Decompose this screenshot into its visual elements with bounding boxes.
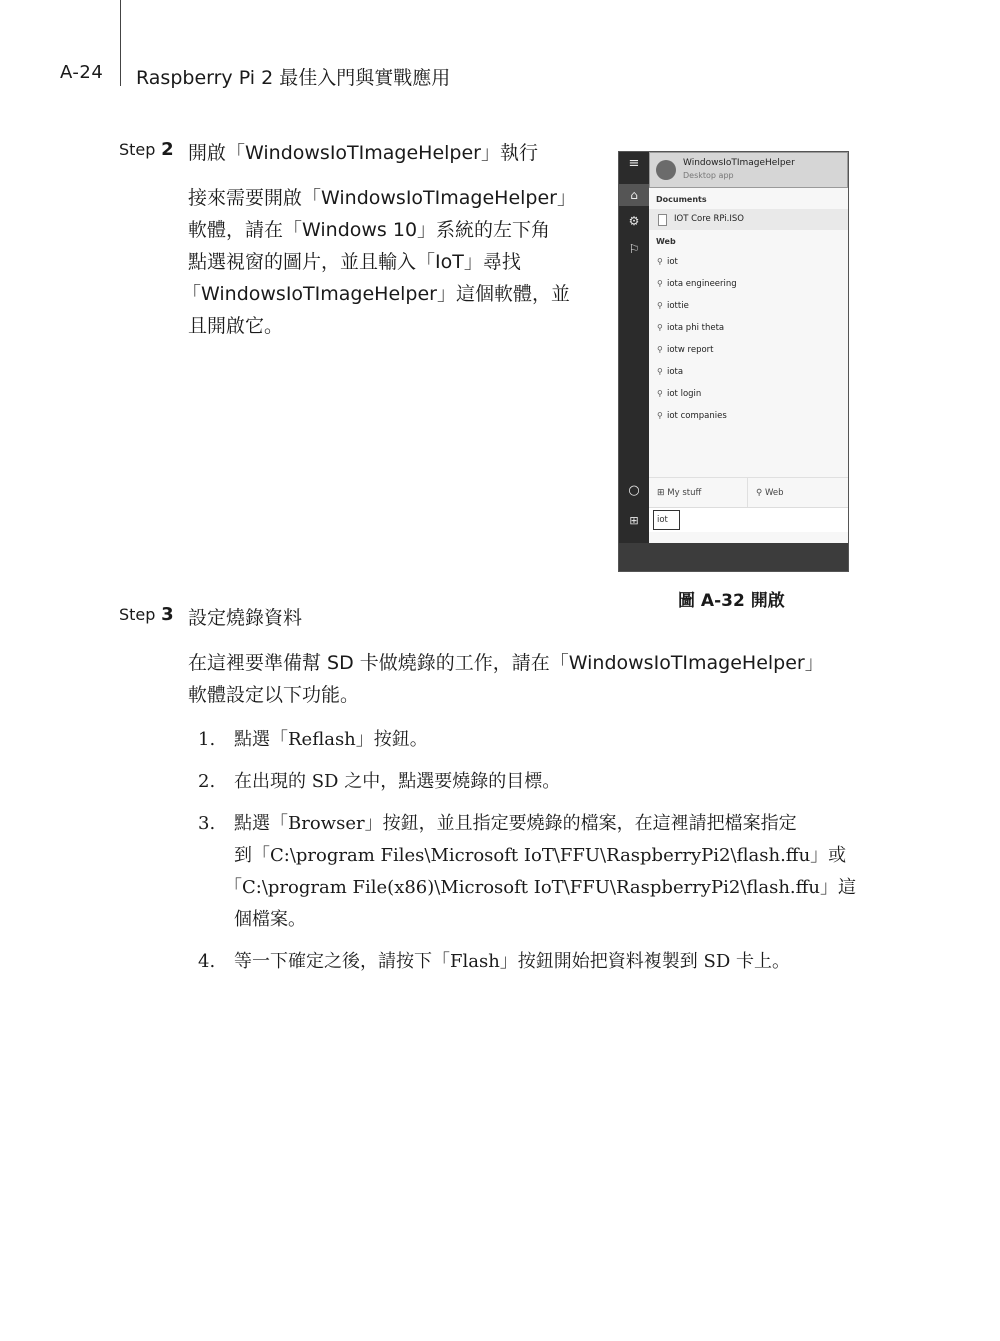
search-icon: ⚲ [657, 279, 663, 288]
paragraph-line: 接來需要開啟「WindowsIoTImageHelper」 [188, 187, 576, 209]
figure-caption: 圖 A-32 開啟 [678, 591, 785, 611]
settings-gear-icon[interactable]: ⚙ [628, 214, 640, 228]
step-number: 3 [161, 604, 174, 625]
scope-divider [747, 478, 748, 508]
start-rail [619, 152, 649, 543]
step-label: Step [119, 605, 156, 624]
step2-marker [119, 139, 174, 160]
search-box[interactable] [649, 507, 848, 532]
search-icon: ⚲ [756, 488, 763, 498]
windows-start-icon[interactable]: ⊞ [629, 514, 639, 527]
web-result[interactable]: ⚲ iota phi theta [657, 323, 725, 333]
paragraph-line: 軟體設定以下功能。 [188, 684, 360, 706]
search-icon: ⚲ [657, 323, 663, 332]
paragraph-line: 「WindowsIoTImageHelper」這個軟體，並 [182, 283, 570, 305]
document-result[interactable] [649, 209, 848, 230]
search-results-panel [649, 152, 848, 543]
my-stuff-button[interactable]: ⊞ My stuff [657, 488, 702, 498]
paragraph-line: 軟體，請在「Windows 10」系統的左下角 [188, 219, 551, 241]
search-icon: ⚲ [657, 301, 663, 310]
search-icon: ⚲ [657, 411, 663, 420]
step2-title: 開啟「WindowsIoTImageHelper」執行 [188, 142, 538, 164]
list-line: 個檔案。 [234, 909, 306, 930]
list-number: 2. [198, 771, 216, 792]
search-icon: ⚲ [657, 345, 663, 354]
step-label: Step [119, 140, 156, 159]
search-screenshot [618, 151, 849, 572]
document-name: IOT Core RPi.ISO [674, 214, 744, 224]
step-number: 2 [161, 139, 174, 160]
taskbar [619, 543, 848, 571]
web-result[interactable]: ⚲ iot login [657, 389, 702, 399]
web-result[interactable]: ⚲ iota [657, 367, 684, 377]
list-number: 3. [198, 813, 216, 834]
list-item [198, 808, 857, 930]
list-line: 點選「Browser」按鈕，並且指定要燒錄的檔案，在這裡請把檔案指定 [234, 813, 797, 834]
list-item [198, 724, 428, 756]
list-item [198, 766, 561, 798]
web-result[interactable]: ⚲ iotw report [657, 345, 714, 355]
feedback-icon[interactable]: ⚐ [628, 242, 640, 256]
document-icon [658, 214, 667, 226]
list-number: 1. [198, 729, 216, 750]
paragraph-line: 點選視窗的圖片，並且輸入「IoT」尋找 [188, 251, 521, 273]
list-item [198, 946, 791, 978]
best-match-name: WindowsIoTImageHelper [683, 158, 795, 168]
web-heading: Web [656, 237, 676, 246]
web-result[interactable]: ⚲ iot companies [657, 411, 727, 421]
list-line: 到「C:\program Files\Microsoft IoT\FFU\RaspberryPi2\flash.ffu」或 [234, 845, 847, 866]
list-line: 等一下確定之後，請按下「Flash」按鈕開始把資料複製到 SD 卡上。 [234, 951, 791, 972]
cortana-circle-icon[interactable]: ○ [628, 483, 640, 498]
step3-marker [119, 604, 174, 625]
book-title: Raspberry Pi 2 最佳入門與實戰應用 [136, 67, 451, 89]
web-result[interactable]: ⚲ iottie [657, 301, 689, 311]
paragraph-line: 在這裡要準備幫 SD 卡做燒錄的工作，請在「WindowsIoTImageHelper」 [188, 652, 824, 674]
step2-paragraph [182, 182, 580, 342]
search-icon: ⚲ [657, 389, 663, 398]
hamburger-menu-icon[interactable]: ≡ [628, 156, 640, 171]
scope-bar [649, 477, 848, 508]
search-icon: ⚲ [657, 257, 663, 266]
header-divider [120, 0, 121, 86]
paragraph-line: 且開啟它。 [188, 315, 284, 337]
web-scope-button[interactable]: ⚲ Web [756, 488, 784, 498]
best-match-item[interactable] [649, 152, 848, 188]
list-number: 4. [198, 951, 216, 972]
windows-icon: ⊞ [657, 488, 665, 498]
list-line: 「C:\program File(x86)\Microsoft IoT\FFU\RaspberryPi2\flash.ffu」這 [224, 877, 857, 898]
app-logo-icon [656, 160, 676, 180]
step3-title: 設定燒錄資料 [188, 607, 303, 629]
search-icon: ⚲ [657, 367, 663, 376]
best-match-type: Desktop app [683, 171, 734, 180]
search-input[interactable]: iot [653, 510, 680, 530]
web-result[interactable]: ⚲ iot [657, 257, 678, 267]
documents-heading: Documents [656, 195, 707, 204]
web-result[interactable]: ⚲ iota engineering [657, 279, 737, 289]
list-line: 在出現的 SD 之中，點選要燒錄的目標。 [234, 771, 561, 792]
list-line: 點選「Reflash」按鈕。 [234, 729, 428, 750]
page-number: A-24 [60, 62, 104, 83]
step3-paragraph [188, 647, 870, 711]
home-icon[interactable]: ⌂ [619, 184, 649, 206]
